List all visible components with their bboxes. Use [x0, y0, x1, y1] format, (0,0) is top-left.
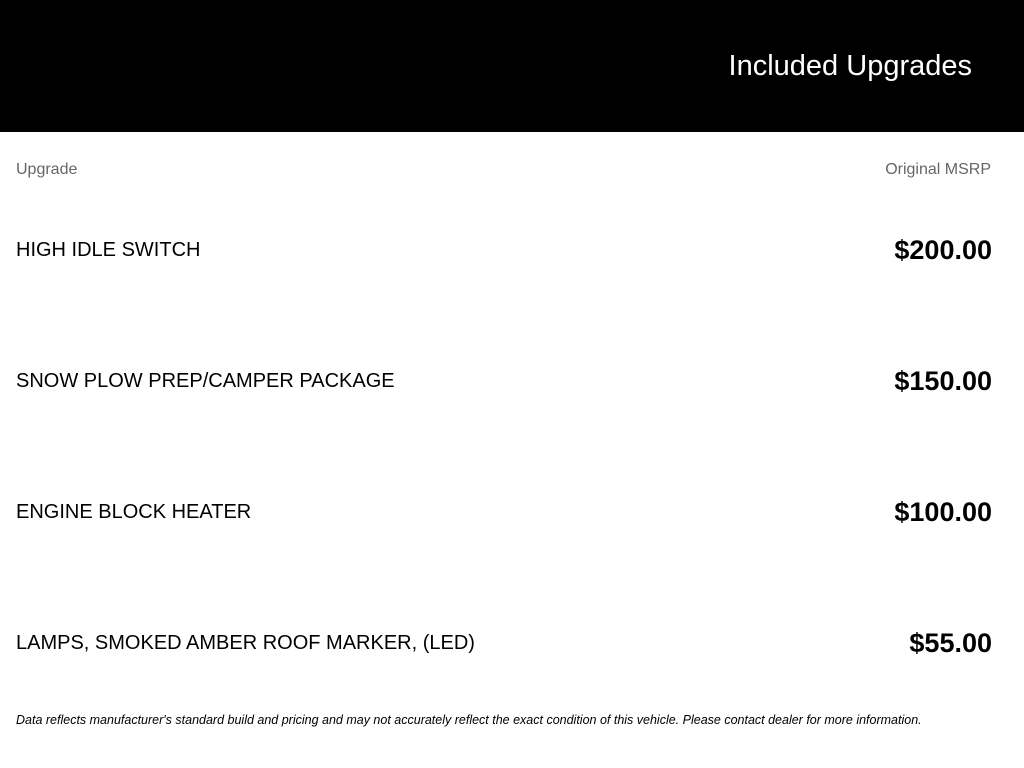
table-row	[0, 623, 1024, 663]
upgrade-price: $55.00	[909, 628, 992, 658]
upgrade-name: LAMPS, SMOKED AMBER ROOF MARKER, (LED)	[16, 632, 475, 654]
table-row	[0, 230, 1024, 270]
upgrade-name: ENGINE BLOCK HEATER	[16, 501, 252, 523]
upgrade-name: SNOW PLOW PREP/CAMPER PACKAGE	[16, 370, 395, 392]
table-row	[0, 492, 1024, 532]
page-header	[0, 0, 1024, 132]
upgrade-price: $100.00	[894, 497, 992, 527]
column-header-msrp: Original MSRP	[885, 161, 991, 178]
column-header-upgrade: Upgrade	[16, 161, 78, 178]
upgrade-name: HIGH IDLE SWITCH	[16, 239, 201, 261]
upgrade-price: $200.00	[894, 235, 992, 265]
upgrade-price: $150.00	[894, 366, 992, 396]
table-row	[0, 361, 1024, 401]
disclaimer-text: Data reflects manufacturer's standard build and pricing and may not accurately reflect the exact condition of this vehicle. Please contact dealer for more information.	[16, 713, 922, 727]
page-title: Included Upgrades	[728, 50, 972, 82]
